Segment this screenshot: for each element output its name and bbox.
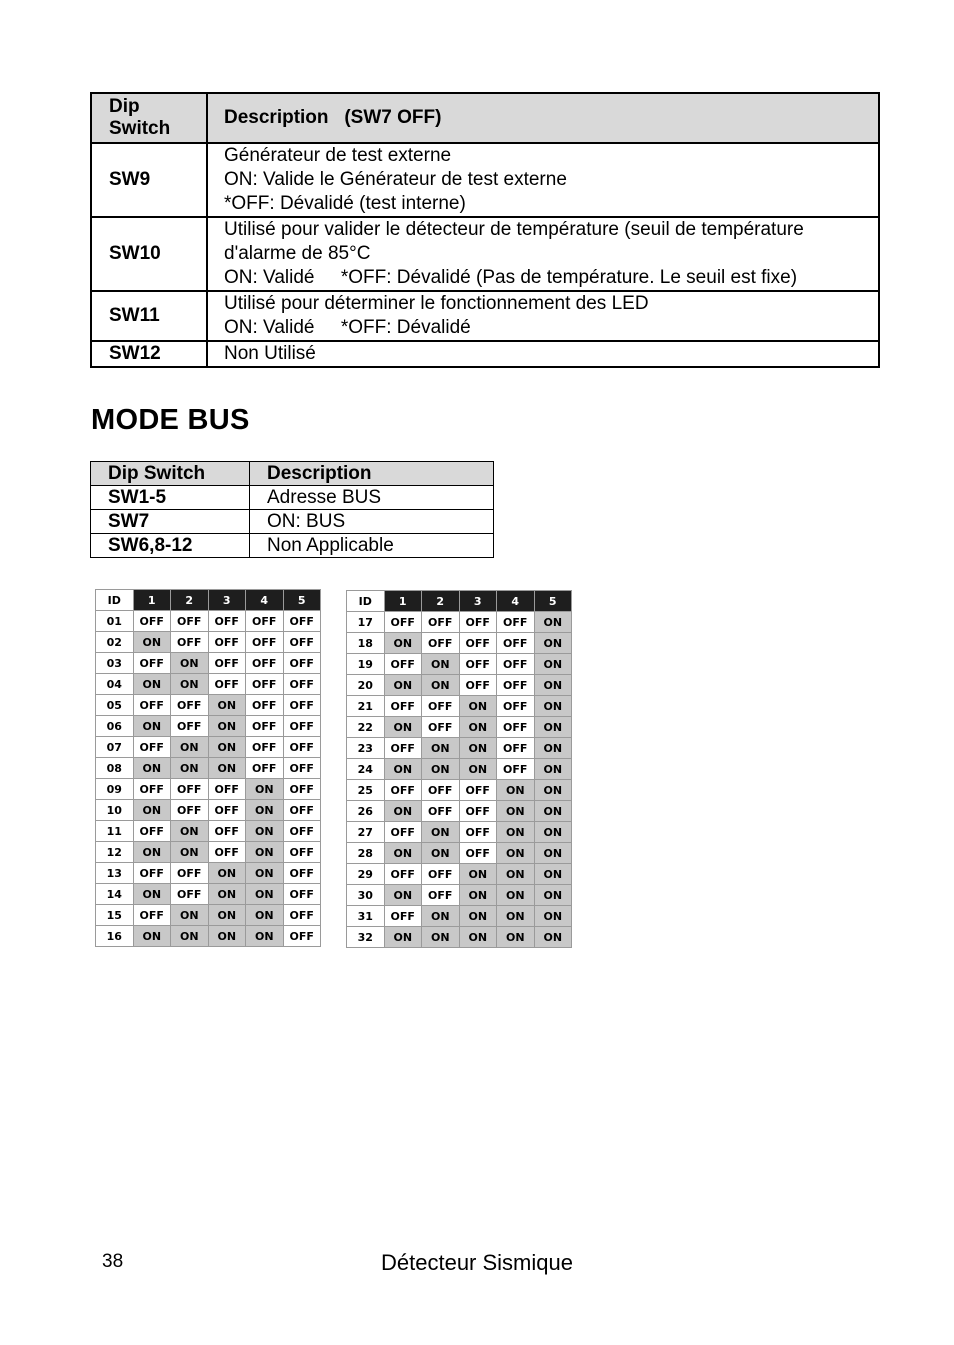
address-id: 05 [96,695,134,716]
switch-state-cell: ON [171,653,209,674]
table-row [347,633,572,654]
switch-state-cell: ON [384,927,422,948]
switch-state-cell: OFF [133,653,171,674]
switch-state-cell: OFF [133,905,171,926]
switch-state-cell: ON [384,675,422,696]
switch-state-cell: ON [384,843,422,864]
table-row [91,510,494,534]
address-id: 25 [347,780,385,801]
table-row [96,863,321,884]
header-description: Description [250,462,494,486]
switch-state-cell: OFF [384,738,422,759]
address-id: 06 [96,716,134,737]
table-row [96,737,321,758]
address-table-17-32 [346,590,572,948]
switch-state-cell: OFF [246,632,284,653]
switch-state-cell: ON [422,759,460,780]
table-row [96,842,321,863]
switch-state-cell: ON [497,927,535,948]
table-row [347,654,572,675]
address-id: 28 [347,843,385,864]
switch-state-cell: OFF [171,611,209,632]
switch-state-cell: ON [534,696,572,717]
switch-state-cell: OFF [497,717,535,738]
switch-state-cell: ON [534,780,572,801]
switch-state-cell: ON [171,758,209,779]
switch-state-cell: ON [171,674,209,695]
table-row [347,822,572,843]
table-row [91,291,879,341]
grid-header-switch-5: 5 [534,591,572,612]
mode-bus-table [90,461,494,558]
switch-state-cell: OFF [246,674,284,695]
switch-state-cell: OFF [208,842,246,863]
switch-state-cell: ON [459,885,497,906]
switch-state-cell: OFF [171,800,209,821]
switch-description: Utilisé pour déterminer le fonctionnement des LED ON: Validé *OFF: Dévalidé [207,291,879,341]
switch-state-cell: OFF [133,779,171,800]
address-id: 18 [347,633,385,654]
switch-state-cell: ON [497,864,535,885]
switch-state-cell: ON [208,758,246,779]
switch-state-cell: OFF [283,695,321,716]
table-row [347,612,572,633]
switch-state-cell: ON [246,884,284,905]
address-id: 09 [96,779,134,800]
switch-state-cell: OFF [459,843,497,864]
switch-state-cell: OFF [171,632,209,653]
address-id: 20 [347,675,385,696]
address-id: 10 [96,800,134,821]
switch-state-cell: OFF [283,632,321,653]
address-id: 04 [96,674,134,695]
switch-state-cell: OFF [497,633,535,654]
table-row [91,217,879,291]
switch-state-cell: OFF [171,884,209,905]
switch-state-cell: OFF [283,821,321,842]
switch-state-cell: OFF [459,780,497,801]
switch-state-cell: OFF [384,822,422,843]
switch-state-cell: OFF [246,611,284,632]
address-id: 21 [347,696,385,717]
switch-state-cell: OFF [497,675,535,696]
table-row [96,695,321,716]
switch-state-cell: ON [208,695,246,716]
switch-state-cell: OFF [283,926,321,947]
header-description: Description (SW7 OFF) [207,93,879,143]
switch-state-cell: ON [422,822,460,843]
switch-state-cell: ON [459,717,497,738]
switch-state-cell: OFF [283,716,321,737]
switch-state-cell: ON [384,633,422,654]
footer-title: Détecteur Sismique [381,1250,573,1275]
grid-header-switch-2: 2 [422,591,460,612]
switch-state-cell: ON [171,905,209,926]
switch-state-cell: ON [534,864,572,885]
switch-state-cell: OFF [497,738,535,759]
table-header-row [91,462,494,486]
address-id: 22 [347,717,385,738]
table-row [96,611,321,632]
switch-state-cell: OFF [384,612,422,633]
table-row [347,864,572,885]
switch-state-cell: OFF [283,884,321,905]
switch-state-cell: OFF [208,800,246,821]
switch-state-cell: ON [534,927,572,948]
switch-state-cell: ON [384,717,422,738]
switch-state-cell: ON [534,759,572,780]
switch-state-cell: OFF [422,780,460,801]
switch-state-cell: ON [208,863,246,884]
table-header-row [91,93,879,143]
switch-state-cell: OFF [459,654,497,675]
switch-state-cell: OFF [208,674,246,695]
switch-state-cell: ON [534,738,572,759]
table-row [96,632,321,653]
switch-state-cell: ON [497,780,535,801]
switch-state-cell: OFF [283,674,321,695]
switch-description: ON: BUS [250,510,494,534]
switch-state-cell: OFF [422,633,460,654]
switch-state-cell: ON [534,885,572,906]
switch-state-cell: ON [459,864,497,885]
switch-state-cell: OFF [459,675,497,696]
grid-header-switch-1: 1 [133,590,171,611]
table-row [347,843,572,864]
switch-state-cell: ON [384,885,422,906]
switch-state-cell: OFF [422,696,460,717]
switch-state-cell: ON [133,884,171,905]
table-row [91,341,879,367]
address-id: 29 [347,864,385,885]
switch-state-cell: ON [459,759,497,780]
switch-state-cell: OFF [246,716,284,737]
switch-state-cell: ON [208,716,246,737]
switch-state-cell: ON [246,800,284,821]
switch-state-cell: ON [534,612,572,633]
switch-state-cell: OFF [283,611,321,632]
switch-state-cell: ON [497,906,535,927]
switch-state-cell: OFF [208,611,246,632]
switch-state-cell: ON [534,675,572,696]
address-id: 16 [96,926,134,947]
table-row [96,800,321,821]
switch-state-cell: ON [534,906,572,927]
address-id: 11 [96,821,134,842]
switch-state-cell: OFF [384,654,422,675]
grid-header-switch-3: 3 [208,590,246,611]
switch-state-cell: OFF [422,801,460,822]
switch-state-cell: OFF [283,842,321,863]
switch-state-cell: ON [534,822,572,843]
switch-state-cell: OFF [133,695,171,716]
switch-name: SW6,8-12 [91,534,250,558]
switch-state-cell: OFF [422,864,460,885]
address-id: 23 [347,738,385,759]
address-id: 12 [96,842,134,863]
switch-state-cell: OFF [384,864,422,885]
table-row [91,534,494,558]
switch-state-cell: ON [133,800,171,821]
grid-header-row [96,590,321,611]
switch-state-cell: ON [497,801,535,822]
address-id: 15 [96,905,134,926]
switch-state-cell: ON [133,632,171,653]
address-id: 03 [96,653,134,674]
switch-state-cell: OFF [246,695,284,716]
grid-header-switch-3: 3 [459,591,497,612]
switch-state-cell: OFF [208,821,246,842]
switch-state-cell: OFF [497,759,535,780]
switch-description: Non Applicable [250,534,494,558]
switch-state-cell: ON [384,801,422,822]
address-id: 19 [347,654,385,675]
switch-state-cell: OFF [171,695,209,716]
switch-state-cell: OFF [283,758,321,779]
switch-state-cell: OFF [384,906,422,927]
switch-state-cell: ON [133,758,171,779]
address-id: 26 [347,801,385,822]
switch-state-cell: OFF [283,800,321,821]
switch-state-cell: OFF [283,863,321,884]
table-row [347,759,572,780]
section-heading-mode-bus: MODE BUS [91,404,250,436]
address-id: 30 [347,885,385,906]
switch-state-cell: OFF [171,779,209,800]
header-dip-switch: Dip Switch [91,462,250,486]
switch-state-cell: OFF [422,885,460,906]
switch-state-cell: OFF [459,822,497,843]
address-id: 27 [347,822,385,843]
address-table-01-16 [95,589,321,947]
switch-state-cell: ON [133,926,171,947]
table-row [347,780,572,801]
switch-state-cell: OFF [208,653,246,674]
switch-name: SW12 [91,341,207,367]
table-row [347,717,572,738]
switch-name: SW11 [91,291,207,341]
address-id: 24 [347,759,385,780]
address-id: 17 [347,612,385,633]
switch-state-cell: ON [459,927,497,948]
switch-state-cell: OFF [459,633,497,654]
grid-header-switch-4: 4 [497,591,535,612]
switch-state-cell: OFF [459,801,497,822]
switch-state-cell: ON [422,654,460,675]
switch-state-cell: ON [208,926,246,947]
table-row [347,675,572,696]
switch-state-cell: ON [246,842,284,863]
address-id: 02 [96,632,134,653]
table-row [96,653,321,674]
switch-state-cell: OFF [246,653,284,674]
switch-state-cell: ON [497,822,535,843]
switch-state-cell: ON [384,759,422,780]
switch-name: SW7 [91,510,250,534]
switch-state-cell: OFF [384,780,422,801]
table-row [347,885,572,906]
switch-state-cell: ON [422,675,460,696]
switch-state-cell: ON [171,737,209,758]
switch-state-cell: OFF [246,737,284,758]
switch-state-cell: OFF [133,611,171,632]
grid-header-switch-4: 4 [246,590,284,611]
switch-name: SW10 [91,217,207,291]
table-row [91,486,494,510]
switch-state-cell: ON [246,905,284,926]
table-row [96,821,321,842]
switch-state-cell: OFF [283,737,321,758]
switch-description: Non Utilisé [207,341,879,367]
table-row [96,674,321,695]
switch-state-cell: OFF [422,612,460,633]
address-id: 07 [96,737,134,758]
switch-name: SW9 [91,143,207,217]
table-row [96,926,321,947]
grid-header-switch-1: 1 [384,591,422,612]
switch-state-cell: ON [534,654,572,675]
switch-state-cell: ON [208,905,246,926]
switch-state-cell: OFF [133,737,171,758]
switch-state-cell: ON [459,696,497,717]
switch-state-cell: ON [208,737,246,758]
switch-state-cell: OFF [497,696,535,717]
switch-state-cell: ON [534,801,572,822]
switch-description: Adresse BUS [250,486,494,510]
table-row [91,143,879,217]
switch-state-cell: OFF [171,863,209,884]
switch-state-cell: OFF [283,653,321,674]
switch-state-cell: OFF [497,654,535,675]
address-id: 31 [347,906,385,927]
header-dip-switch: Dip Switch [91,93,207,143]
switch-state-cell: ON [422,927,460,948]
switch-state-cell: ON [422,843,460,864]
switch-state-cell: OFF [459,612,497,633]
switch-state-cell: OFF [133,863,171,884]
grid-header-id: ID [96,590,134,611]
switch-state-cell: OFF [133,821,171,842]
table-row [96,779,321,800]
switch-state-cell: ON [459,738,497,759]
switch-state-cell: ON [534,717,572,738]
grid-header-id: ID [347,591,385,612]
switch-description: Utilisé pour valider le détecteur de température (seuil de température d'alarme de 85°C ON: Validé *OFF: Dévalidé (Pas de température. Le seuil est fixe) [207,217,879,291]
switch-state-cell: ON [171,821,209,842]
table-row [347,906,572,927]
table-row [96,884,321,905]
address-id: 13 [96,863,134,884]
address-id: 08 [96,758,134,779]
switch-state-cell: OFF [208,779,246,800]
switch-state-cell: OFF [283,905,321,926]
switch-state-cell: ON [246,779,284,800]
table-row [347,738,572,759]
table-row [96,758,321,779]
switch-state-cell: OFF [497,612,535,633]
switch-state-cell: ON [171,842,209,863]
switch-name: SW1-5 [91,486,250,510]
address-id: 01 [96,611,134,632]
page-number: 38 [102,1251,124,1272]
switch-state-cell: OFF [208,632,246,653]
address-id: 14 [96,884,134,905]
table-row [347,696,572,717]
switch-state-cell: ON [422,906,460,927]
switch-state-cell: OFF [422,717,460,738]
switch-state-cell: ON [246,926,284,947]
grid-header-switch-2: 2 [171,590,209,611]
switch-state-cell: ON [133,716,171,737]
switch-state-cell: ON [497,885,535,906]
switch-state-cell: ON [246,863,284,884]
switch-state-cell: ON [459,906,497,927]
switch-state-cell: ON [246,821,284,842]
switch-state-cell: ON [133,842,171,863]
switch-state-cell: ON [133,674,171,695]
switch-state-cell: ON [534,843,572,864]
table-row [96,716,321,737]
switch-description: Générateur de test externe ON: Valide le Générateur de test externe *OFF: Dévalidé (test interne) [207,143,879,217]
switch-state-cell: ON [171,926,209,947]
switch-state-cell: ON [534,633,572,654]
switch-state-cell: OFF [246,758,284,779]
switch-state-cell: OFF [171,716,209,737]
table-row [347,927,572,948]
grid-header-switch-5: 5 [283,590,321,611]
switch-state-cell: OFF [283,779,321,800]
switch-state-cell: ON [208,884,246,905]
address-id: 32 [347,927,385,948]
grid-header-row [347,591,572,612]
table-row [347,801,572,822]
table-row [96,905,321,926]
switch-state-cell: OFF [384,696,422,717]
switch-state-cell: ON [497,843,535,864]
dip-switch-table-sw7-off [90,92,880,368]
switch-state-cell: ON [422,738,460,759]
